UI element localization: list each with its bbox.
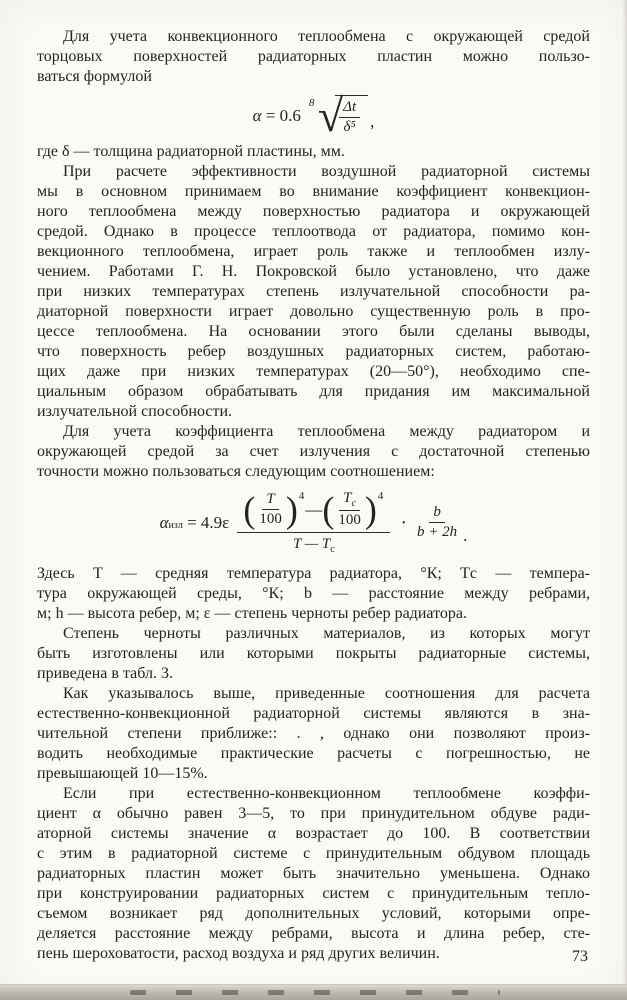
text-line: Как указывалось выше, приведенные соотношения для расчета	[63, 684, 590, 702]
text-line: приведена в табл. 3.	[37, 664, 173, 682]
text-line: деляется расстояние между ребрами, высота и длина ребер, сте-	[37, 924, 590, 942]
paragraph-4	[37, 564, 590, 624]
text-line: при конструировании радиаторных систем с принудительным тепло-	[37, 884, 590, 902]
radical-index: 8	[308, 97, 315, 109]
T-subscript: c	[351, 497, 356, 509]
fraction-denominator: 100	[338, 512, 361, 529]
fraction	[255, 491, 286, 529]
big-fraction	[237, 490, 390, 556]
text-line: циент α обычно равен 3—5, то при принудительном обдуве ради-	[37, 804, 590, 822]
left-paren: (	[243, 489, 256, 530]
text-block	[37, 27, 590, 964]
text-line: водить необходимые практические расчеты с погрешностью, не	[37, 744, 590, 762]
text-line: тура окружающей среды, °К; b — расстояние между ребрами,	[37, 584, 590, 602]
text-line: м; h — высота ребер, м; ε — степень черноты ребер радиатора.	[37, 604, 467, 622]
text-line: где δ — толщина радиаторной пластины, мм.	[37, 142, 345, 160]
scan-edge-shadow	[622, 0, 627, 1000]
text-line: радиаторных пластин может быть значительно уменьшена. Однако	[37, 864, 590, 882]
text-line: излучательной способности.	[37, 402, 233, 420]
fraction-numerator: b	[429, 504, 445, 523]
radical-sign-icon: √	[317, 90, 344, 141]
text-line: естественно-конвекционной радиаторной системы являются в зна-	[37, 704, 590, 722]
text-line: быть изготовлены или которыми покрыты радиаторные системы,	[37, 644, 590, 662]
text-line: Если при естественно-конвекционном теплообмене коэффи-	[63, 784, 590, 802]
fraction-denominator: δ⁵	[343, 119, 356, 136]
scan-binding-marks	[130, 990, 500, 995]
formula-radiation	[37, 490, 590, 556]
radicand	[335, 95, 368, 137]
fraction	[339, 99, 360, 137]
text-line: съемом возникает ряд дополнительных условий, которыми опре-	[37, 904, 590, 922]
text-line: Для учета коэффициента теплообмена между радиатором и	[63, 422, 590, 440]
text-line: при низких температурах степень излучательной способности ра-	[37, 282, 590, 300]
text-line: окружающей средой за счет излучения с достаточной степенью	[37, 442, 590, 460]
right-paren: )	[285, 489, 298, 530]
exponent: 4	[377, 489, 384, 502]
minus-sign: —	[305, 499, 323, 519]
fraction-numerator: $T_c$	[339, 490, 360, 512]
text-line: Для учета конвекционного теплообмена с окружающей средой	[63, 28, 590, 45]
text-line: диаторной поверхности играет довольно существенную роль в про-	[37, 302, 590, 320]
paragraph-3	[37, 422, 590, 482]
fraction-denominator: 100	[259, 511, 282, 528]
right-paren: )	[364, 489, 377, 530]
text-line: ваться формулой	[37, 68, 152, 85]
text-line: При расчете эффективности воздушной радиаторной системы	[63, 162, 590, 180]
exponent: 4	[298, 489, 305, 502]
text-line: чительной степени приближе:: . , однако они позволяют произ-	[37, 724, 590, 742]
formula-alpha: α	[252, 105, 262, 125]
text-line: средой. Однако в процессе теплоотвода от радиатора, помимо кон-	[37, 222, 590, 240]
radical	[308, 90, 368, 141]
scan-artifact	[0, 984, 627, 1000]
fraction-numerator: T	[262, 491, 278, 510]
text-line: Степень черноты различных материалов, из которых могут	[63, 624, 590, 642]
text-line: щих даже при низких температурах (20—50°), необходимо спе-	[37, 362, 590, 380]
text-line: циальным образом обрабатывать для придания им максимальной	[37, 382, 590, 400]
formula-comma: ,	[370, 111, 375, 131]
text-line: аторной системы значение α возрастает до 100. В соответствии	[37, 824, 590, 842]
paragraph-2	[37, 162, 590, 422]
multiplication-dot: ·	[400, 511, 407, 534]
T-subscript: c	[330, 544, 335, 556]
big-fraction-denominator: T — $T_c$	[292, 536, 335, 556]
fraction-denominator: b + 2h	[417, 524, 458, 541]
text-line: пень шероховатости, расход воздуха и ряд других величин.	[37, 944, 440, 962]
text-line: торцовых поверхностей радиаторных пластин можно пользо-	[37, 48, 590, 65]
fraction	[413, 504, 461, 542]
paragraph-5	[37, 624, 590, 784]
formula-period: .	[463, 525, 468, 545]
text-line: чением. Работами Г. Н. Покровской было установлено, что даже	[37, 262, 590, 280]
text-line: векционного теплообмена, играет роль также и теплообмен излу-	[37, 242, 590, 260]
text-line: что поверхность ребер воздушных радиаторных систем, работаю-	[37, 342, 590, 360]
text-line: с этим в радиаторной системе с принудительным обдувом площадь	[37, 844, 590, 862]
paragraph-6	[37, 784, 590, 964]
formula-convection	[37, 90, 590, 141]
formula-equals-coef: = 4.9ε	[187, 512, 230, 532]
left-paren: (	[322, 489, 335, 530]
text-line: Здесь T — средняя температура радиатора, °К; Tс — темпера-	[37, 564, 590, 582]
page-number: 73	[572, 948, 588, 965]
fraction	[334, 490, 365, 530]
fraction-numerator: Δt	[339, 99, 360, 118]
formula-alpha: α	[159, 512, 169, 532]
text-line: превышающей 10—15%.	[37, 764, 208, 782]
text-line: ного теплообмена между поверхностью радиатора и окружающей	[37, 202, 590, 220]
big-fraction-numerator	[237, 490, 390, 534]
text-line: мы в основном принимаем во внимание коэффициент конвекцион-	[37, 182, 590, 200]
paragraph-where	[37, 142, 590, 162]
paragraph-1	[37, 27, 590, 87]
text-line: цессе теплообмена. На основании этого были сделаны выводы,	[37, 322, 590, 340]
formula-equals-coef: = 0.6	[265, 105, 301, 125]
alpha-subscript: изл	[168, 519, 183, 531]
text-line: точности можно пользоваться следующим соотношением:	[37, 462, 435, 480]
